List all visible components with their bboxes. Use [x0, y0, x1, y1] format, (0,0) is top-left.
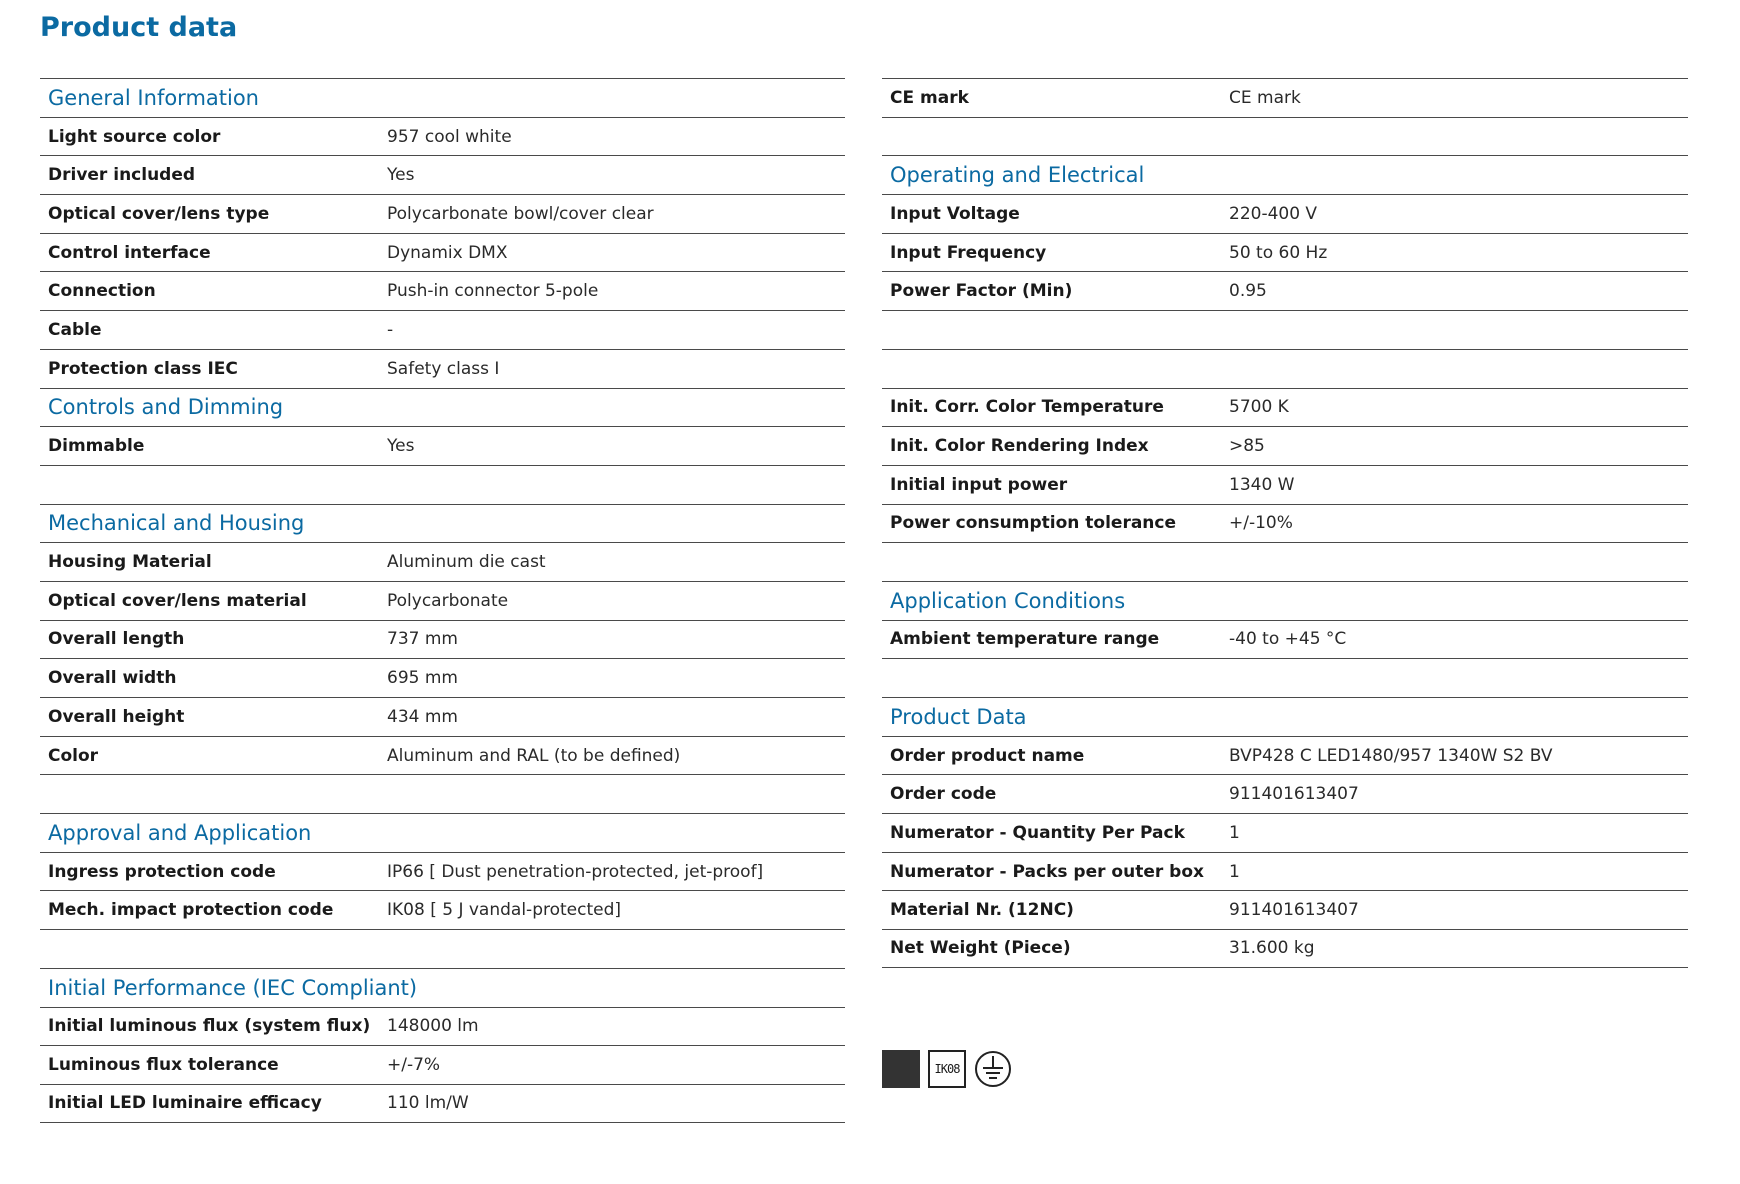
- spacer-row: [40, 929, 845, 968]
- spec-label: Initial LED luminaire efficacy: [48, 1093, 322, 1114]
- spacer-row: [882, 349, 1688, 388]
- spec-row: [40, 194, 845, 233]
- spec-label: Overall height: [48, 706, 185, 727]
- earth-ground-icon: [974, 1050, 1012, 1088]
- spec-value: 911401613407: [1229, 784, 1359, 805]
- spec-value: 957 cool white: [387, 126, 512, 147]
- spec-label: CE mark: [890, 87, 969, 108]
- spec-row: [40, 658, 845, 697]
- spec-row: [40, 1045, 845, 1084]
- section-title: Product Data: [890, 704, 1027, 729]
- spec-value: 110 lm/W: [387, 1093, 469, 1114]
- spec-label: Input Frequency: [890, 242, 1047, 263]
- spec-row: [40, 271, 845, 310]
- spec-row: [882, 271, 1688, 310]
- spec-label: Order product name: [890, 745, 1085, 766]
- spec-label: Order code: [890, 784, 997, 805]
- spec-row: [882, 620, 1688, 659]
- ik08-label: IK08: [934, 1062, 960, 1076]
- spec-row: [882, 388, 1688, 427]
- spacer-row: [882, 310, 1688, 349]
- spec-value: 1340 W: [1229, 474, 1295, 495]
- spec-row: [882, 929, 1688, 968]
- spec-value: Aluminum die cast: [387, 552, 546, 573]
- spec-value: +/-7%: [387, 1055, 441, 1076]
- spec-row: [40, 542, 845, 581]
- section-title: Operating and Electrical: [890, 163, 1145, 188]
- spec-value: +/-10%: [1229, 513, 1293, 534]
- spec-value: 695 mm: [387, 668, 458, 689]
- spec-row: [40, 697, 845, 736]
- spec-value: Yes: [387, 436, 415, 457]
- left-spec-table: [40, 78, 845, 1123]
- spec-value: IP66 [ Dust penetration-protected, jet-proof]: [387, 861, 764, 882]
- section-title: Mechanical and Housing: [48, 511, 305, 536]
- ik08-icon: [928, 1050, 966, 1088]
- page-title: Product data: [40, 12, 238, 43]
- section-header-row: [40, 813, 845, 852]
- spec-row: [40, 117, 845, 156]
- section-header-row: [40, 968, 845, 1007]
- spec-value: 31.600 kg: [1229, 938, 1315, 959]
- section-header-row: [882, 581, 1688, 620]
- spec-value: 220-400 V: [1229, 203, 1318, 224]
- spec-row: [882, 736, 1688, 775]
- spec-label: Optical cover/lens type: [48, 203, 270, 224]
- certification-icons: [882, 1050, 1012, 1088]
- spec-value: Dynamix DMX: [387, 242, 508, 263]
- spec-row: [40, 890, 845, 929]
- spec-row: [40, 852, 845, 891]
- spec-row: [882, 78, 1688, 117]
- spec-label: Power consumption tolerance: [890, 513, 1177, 534]
- spec-label: Mech. impact protection code: [48, 900, 334, 921]
- spec-label: Init. Corr. Color Temperature: [890, 397, 1164, 418]
- spec-label: Luminous flux tolerance: [48, 1055, 279, 1076]
- spec-row: [882, 504, 1688, 543]
- spec-label: Material Nr. (12NC): [890, 900, 1074, 921]
- spec-row: [40, 620, 845, 659]
- spec-label: Ambient temperature range: [890, 629, 1160, 650]
- spec-value: -: [387, 319, 394, 340]
- spec-value: BVP428 C LED1480/957 1340W S2 BV: [1229, 745, 1553, 766]
- section-header-row: [882, 697, 1688, 736]
- spec-label: Protection class IEC: [48, 358, 238, 379]
- spec-label: Cable: [48, 319, 102, 340]
- section-header-row: [40, 78, 845, 117]
- spec-label: Input Voltage: [890, 203, 1020, 224]
- spec-row: [882, 426, 1688, 465]
- spec-row: [40, 233, 845, 272]
- spec-label: Overall length: [48, 629, 185, 650]
- section-title: Controls and Dimming: [48, 395, 284, 420]
- spec-label: Power Factor (Min): [890, 281, 1073, 302]
- section-header-row: [882, 155, 1688, 194]
- spec-row: [882, 852, 1688, 891]
- spec-value: 5700 K: [1229, 397, 1289, 418]
- spec-label: Ingress protection code: [48, 861, 276, 882]
- spec-row: [882, 194, 1688, 233]
- spec-row: [882, 465, 1688, 504]
- spec-value: 434 mm: [387, 706, 458, 727]
- spec-row: [882, 890, 1688, 929]
- spacer-row: [882, 117, 1688, 156]
- spec-value: 0.95: [1229, 281, 1267, 302]
- spec-label: Net Weight (Piece): [890, 938, 1071, 959]
- section-title: Initial Performance (IEC Compliant): [48, 975, 418, 1000]
- spec-row: [40, 349, 845, 388]
- spec-value: CE mark: [1229, 87, 1301, 108]
- spec-value: Polycarbonate: [387, 590, 509, 611]
- spec-label: Driver included: [48, 165, 196, 186]
- spec-label: Control interface: [48, 242, 211, 263]
- spec-value: 148000 lm: [387, 1016, 479, 1037]
- spec-label: Light source color: [48, 126, 221, 147]
- spec-row: [882, 813, 1688, 852]
- spec-row: [40, 310, 845, 349]
- spec-row: [40, 581, 845, 620]
- spec-label: Initial input power: [890, 474, 1068, 495]
- section-title: General Information: [48, 85, 259, 110]
- dark-square-icon: [882, 1050, 920, 1088]
- spec-label: Initial luminous flux (system flux): [48, 1016, 371, 1037]
- spec-label: Housing Material: [48, 552, 212, 573]
- spec-row: [40, 736, 845, 775]
- spacer-row: [40, 465, 845, 504]
- spec-value: 1: [1229, 861, 1240, 882]
- spacer-row: [882, 658, 1688, 697]
- spec-label: Overall width: [48, 668, 177, 689]
- spec-row: [40, 1007, 845, 1046]
- spec-value: 1: [1229, 822, 1240, 843]
- spec-value: Polycarbonate bowl/cover clear: [387, 203, 654, 224]
- spacer-row: [882, 542, 1688, 581]
- right-spec-table: [882, 78, 1688, 968]
- spec-value: -40 to +45 °C: [1229, 629, 1347, 650]
- spec-value: 911401613407: [1229, 900, 1359, 921]
- spec-value: 50 to 60 Hz: [1229, 242, 1328, 263]
- spec-value: Safety class I: [387, 358, 500, 379]
- spec-label: Color: [48, 745, 99, 766]
- section-header-row: [40, 388, 845, 427]
- spec-value: Yes: [387, 165, 415, 186]
- spec-label: Numerator - Packs per outer box: [890, 861, 1204, 882]
- spec-row: [882, 774, 1688, 813]
- section-title: Approval and Application: [48, 820, 312, 845]
- section-header-row: [40, 504, 845, 543]
- spec-label: Numerator - Quantity Per Pack: [890, 822, 1185, 843]
- spec-value: Aluminum and RAL (to be defined): [387, 745, 681, 766]
- spec-label: Optical cover/lens material: [48, 590, 307, 611]
- spec-value: 737 mm: [387, 629, 458, 650]
- spec-label: Dimmable: [48, 436, 145, 457]
- spec-label: Init. Color Rendering Index: [890, 436, 1149, 457]
- spec-value: Push-in connector 5-pole: [387, 281, 599, 302]
- spec-row: [40, 1084, 845, 1123]
- spec-value: IK08 [ 5 J vandal-protected]: [387, 900, 622, 921]
- spec-value: >85: [1229, 436, 1265, 457]
- spec-row: [882, 233, 1688, 272]
- spacer-row: [40, 774, 845, 813]
- spec-row: [40, 155, 845, 194]
- section-title: Application Conditions: [890, 588, 1126, 613]
- spec-label: Connection: [48, 281, 156, 302]
- spec-row: [40, 426, 845, 465]
